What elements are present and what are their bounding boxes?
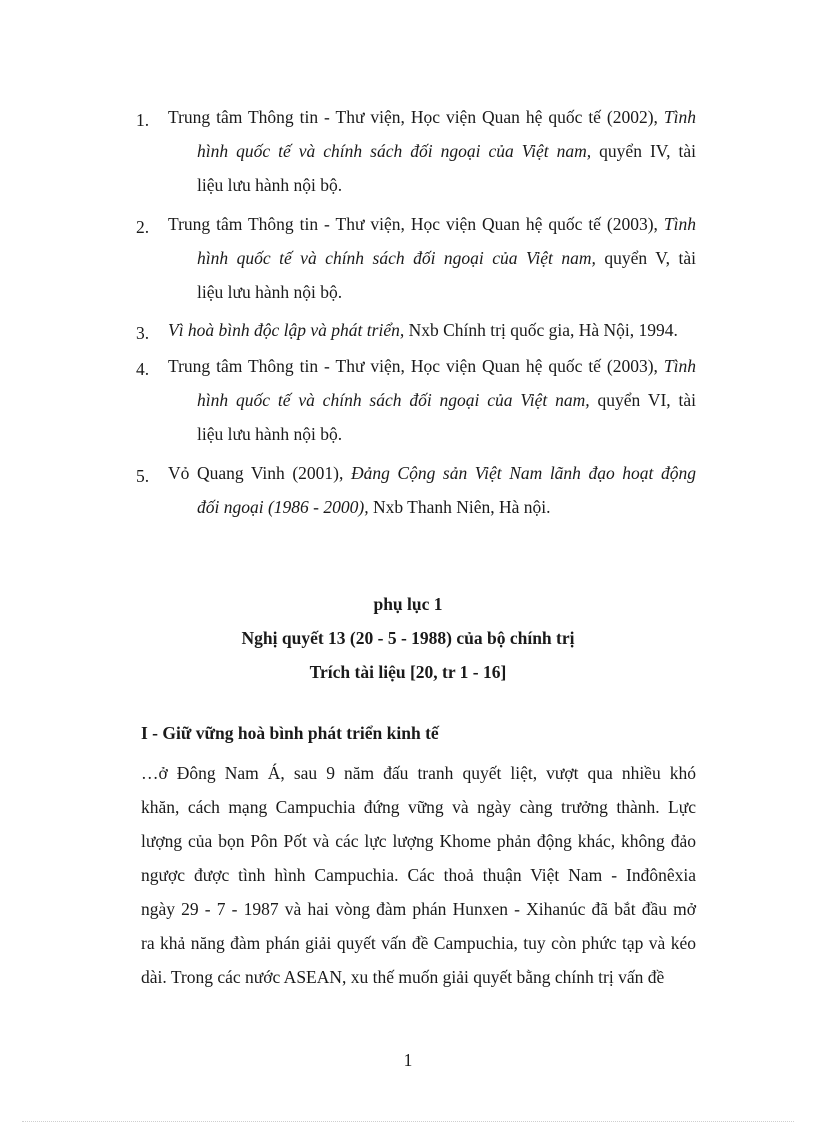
reference-item [136,456,696,524]
paragraph-line: dài. Trong các nước ASEAN, xu thế muốn giải quyết bằng chính trị vấn đề [141,967,665,987]
appendix-title: phụ lục 1 [373,594,443,614]
body-paragraph [141,756,696,994]
paragraph-line: ra khả năng đàm phán giải quyết vấn đề Campuchia, tuy còn phức tạp và kéo [141,933,696,953]
paragraph-line: lượng của bọn Pôn Pốt và các lực lượng Khome phản động khác, không đảo [141,831,696,851]
reference-number: 4. [136,359,150,379]
page-bottom-divider [22,1121,794,1122]
appendix-source: Trích tài liệu [20, tr 1 - 16] [309,662,507,682]
reference-number: 2. [136,217,150,237]
paragraph-line: ngược được tình hình Campuchia. Các thoả thuận Việt Nam - Inđônêxia [141,865,696,885]
reference-line: Vì hoà bình độc lập và phát triển, Nxb Chính trị quốc gia, Hà Nội, 1994. [168,320,678,340]
reference-line: hình quốc tế và chính sách đối ngoại của Việt nam, quyển IV, tài [197,141,697,161]
page-number: 1 [403,1050,413,1070]
reference-line: liệu lưu hành nội bộ. [197,175,343,195]
paragraph-line: …ở Đông Nam Á, sau 9 năm đấu tranh quyết liệt, vượt qua nhiều khó [141,763,696,783]
reference-item [136,349,696,451]
paragraph-line: ngày 29 - 7 - 1987 và hai vòng đàm phán Hunxen - Xihanúc đã bắt đầu mở [141,899,696,919]
appendix-subtitle: Nghị quyết 13 (20 - 5 - 1988) của bộ chính trị [241,628,575,648]
reference-number: 3. [136,323,150,343]
reference-line: Trung tâm Thông tin - Thư viện, Học viện Quan hệ quốc tế (2002), Tình [168,107,696,127]
reference-line: hình quốc tế và chính sách đối ngoại của Việt nam, quyển VI, tài [197,390,697,410]
reference-line: đối ngoại (1986 - 2000), Nxb Thanh Niên, Hà nội. [197,497,551,517]
reference-line: liệu lưu hành nội bộ. [197,424,343,444]
reference-item [136,313,696,347]
reference-number: 5. [136,466,150,486]
reference-line: hình quốc tế và chính sách đối ngoại của Việt nam, quyển V, tài [197,248,697,268]
reference-line: Vỏ Quang Vinh (2001), Đảng Cộng sản Việt Nam lãnh đạo hoạt động [168,463,696,483]
reference-item [136,100,696,202]
reference-line: Trung tâm Thông tin - Thư viện, Học viện Quan hệ quốc tế (2003), Tình [168,356,696,376]
reference-item [136,207,696,309]
paragraph-line: khăn, cách mạng Campuchia đứng vững và ngày càng trưởng thành. Lực [141,797,696,817]
section-heading: I - Giữ vững hoà bình phát triển kinh tế [141,723,439,743]
reference-line: liệu lưu hành nội bộ. [197,282,343,302]
reference-number: 1. [136,110,150,130]
reference-line: Trung tâm Thông tin - Thư viện, Học viện Quan hệ quốc tế (2003), Tình [168,214,696,234]
